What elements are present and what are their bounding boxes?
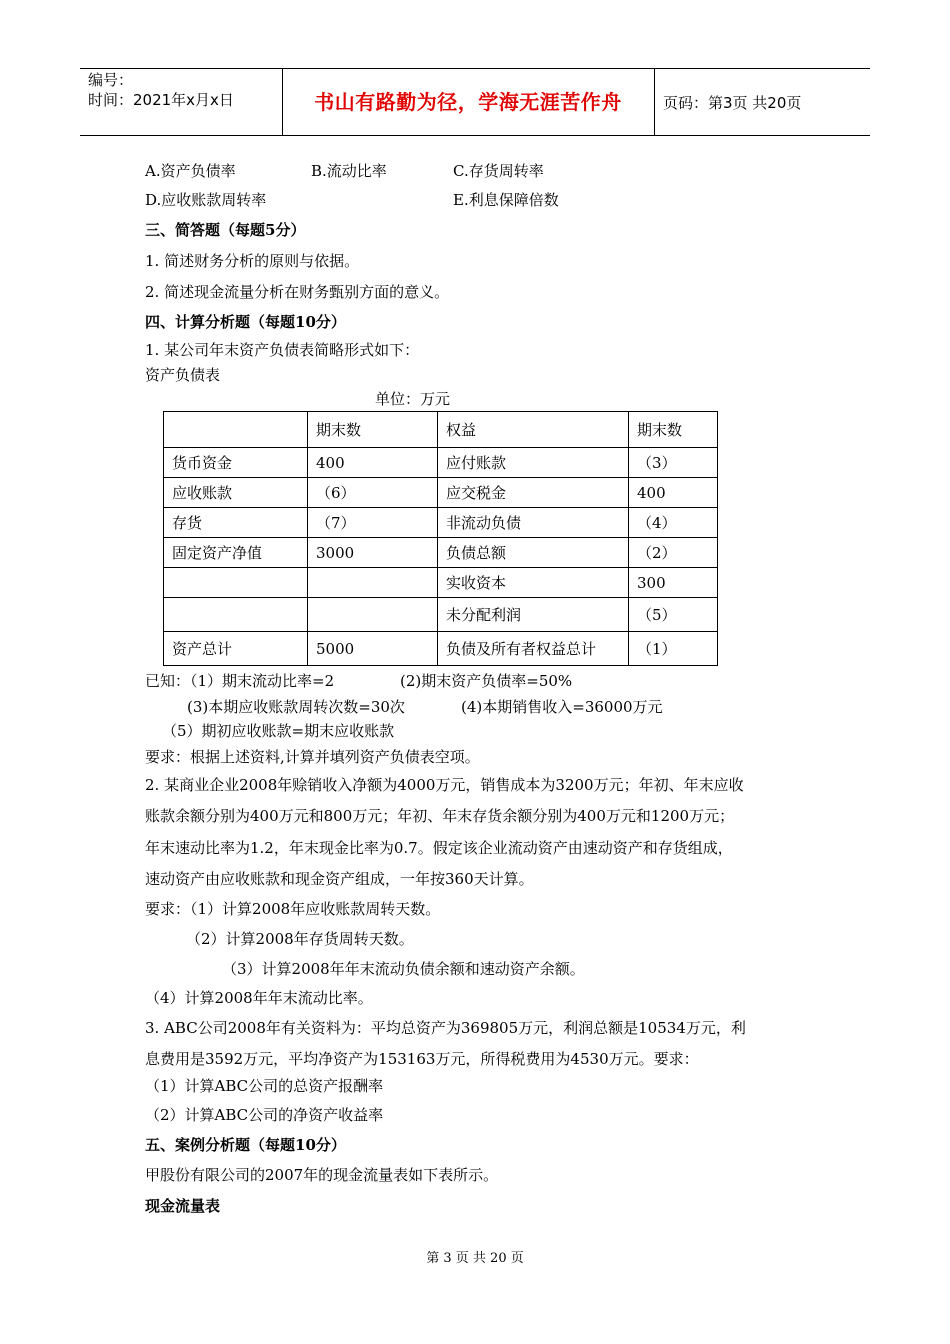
section3-q2: 2. 简述现金流量分析在财务甄别方面的意义。	[145, 283, 450, 301]
q3-line-1: 3. ABC公司2008年有关资料为：平均总资产为369805万元，利润总额是10534万元，利	[145, 1019, 746, 1037]
time-label: 时间：2021年x月x日	[88, 91, 234, 109]
table-cell: 5000	[308, 632, 438, 666]
option-c: C.存货周转率	[453, 162, 544, 180]
table-row	[164, 598, 718, 632]
header-divider-2	[654, 68, 655, 136]
table-cell: 非流动负债	[438, 508, 629, 538]
q2-req-3: （3）计算2008年年末流动负债余额和速动资产余额。	[222, 960, 585, 978]
table-cell: 负债总额	[438, 538, 629, 568]
known-5: （5）期初应收账款=期末应收账款	[162, 722, 395, 740]
table-row	[164, 448, 718, 478]
table-cell: （6）	[308, 478, 438, 508]
table-row	[164, 632, 718, 666]
table-row	[164, 508, 718, 538]
table-cell	[164, 598, 308, 632]
q2-line-2: 账款余额分别为400万元和800万元；年初、年末存货余额分别为400万元和1200万元；	[145, 807, 735, 825]
table-cell: 应交税金	[438, 478, 629, 508]
table-cell	[308, 568, 438, 598]
section5-intro: 甲股份有限公司的2007年的现金流量表如下表所示。	[145, 1166, 499, 1184]
section3-title: 三、简答题（每题5分）	[145, 221, 306, 239]
q2-req-2: （2）计算2008年存货周转天数。	[186, 930, 414, 948]
table-cell: 应收账款	[164, 478, 308, 508]
page-footer: 第 3 页 共 20 页	[426, 1251, 524, 1266]
table-cell: 存货	[164, 508, 308, 538]
table-cell: 货币资金	[164, 448, 308, 478]
option-b: B.流动比率	[311, 162, 387, 180]
q3-req-2: （2）计算ABC公司的净资产收益率	[145, 1106, 384, 1124]
known-1: 已知：（1）期末流动比率=2	[145, 672, 335, 690]
table-cell: 应付账款	[438, 448, 629, 478]
header-cell: 权益	[438, 412, 629, 448]
option-d: D.应收账款周转率	[145, 191, 267, 209]
header-cell	[164, 412, 308, 448]
option-a: A.资产负债率	[145, 162, 236, 180]
table-row	[164, 478, 718, 508]
table-cell: （5）	[629, 598, 718, 632]
table-row	[164, 538, 718, 568]
header-page-info: 页码：第3页 共20页	[663, 94, 802, 112]
header-top-rule	[80, 68, 870, 69]
table-cell: 负债及所有者权益总计	[438, 632, 629, 666]
table-header-row	[164, 412, 718, 448]
known-2: (2)期末资产负债率=50%	[400, 672, 573, 690]
q3-req-1: （1）计算ABC公司的总资产报酬率	[145, 1077, 384, 1095]
table-cell: 实收资本	[438, 568, 629, 598]
q3-line-2: 息费用是3592万元，平均净资产为153163万元，所得税费用为4530万元。要求：	[145, 1050, 699, 1068]
table-cell: 未分配利润	[438, 598, 629, 632]
section3-q1: 1. 简述财务分析的原则与依据。	[145, 252, 360, 270]
q2-line-3: 年末速动比率为1.2，年末现金比率为0.7。假定该企业流动资产由速动资产和存货组成，	[145, 839, 733, 857]
table-cell: （4）	[629, 508, 718, 538]
q2-req-1: 要求：（1）计算2008年应收账款周转天数。	[145, 900, 441, 918]
table-cell: （7）	[308, 508, 438, 538]
table-cell: 固定资产净值	[164, 538, 308, 568]
balance-sheet-table	[163, 411, 718, 666]
table-cell	[164, 568, 308, 598]
known-4: (4)本期销售收入=36000万元	[461, 698, 663, 716]
table-cell: 400	[629, 478, 718, 508]
header-info	[88, 70, 234, 110]
option-e: E.利息保障倍数	[453, 191, 559, 209]
table-cell: 3000	[308, 538, 438, 568]
table-row	[164, 568, 718, 598]
requirement-1: 要求：根据上述资料,计算并填列资产负债表空项。	[145, 748, 480, 766]
table-cell: （2）	[629, 538, 718, 568]
table-cell	[308, 598, 438, 632]
unit-label: 单位：万元	[375, 390, 451, 408]
q2-line-4: 速动资产由应收账款和现金资产组成，一年按360天计算。	[145, 870, 534, 888]
table-cell: 资产总计	[164, 632, 308, 666]
header-cell: 期末数	[629, 412, 718, 448]
table-cell: （1）	[629, 632, 718, 666]
q2-req-4: （4）计算2008年年末流动比率。	[145, 989, 373, 1007]
q2-line-1: 2. 某商业企业2008年赊销收入净额为4000万元，销售成本为3200万元；年初、年末应收	[145, 776, 744, 794]
number-label: 编号：	[88, 71, 134, 89]
header-cell: 期末数	[308, 412, 438, 448]
known-3: (3)本期应收账款周转次数=30次	[187, 698, 405, 716]
q1-intro: 1. 某公司年末资产负债表简略形式如下：	[145, 341, 420, 359]
cash-flow-table-title: 现金流量表	[145, 1197, 221, 1215]
table-cell: 300	[629, 568, 718, 598]
header-bottom-rule	[80, 135, 870, 136]
table-cell: （3）	[629, 448, 718, 478]
section4-title: 四、计算分析题（每题10分）	[145, 313, 346, 331]
header-motto: 书山有路勤为径，学海无涯苦作舟	[314, 90, 622, 114]
table-cell: 400	[308, 448, 438, 478]
table-name: 资产负债表	[145, 366, 221, 384]
section5-title: 五、案例分析题（每题10分）	[145, 1136, 346, 1154]
